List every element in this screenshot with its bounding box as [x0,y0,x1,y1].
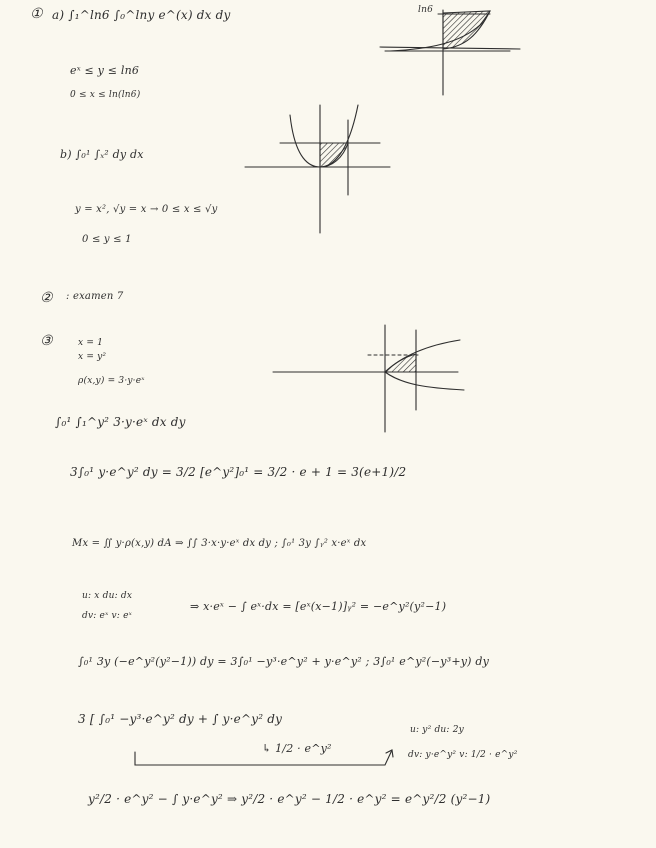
problem-2-text: : examen 7 [66,291,124,302]
graph-1a-shaded-region [443,11,490,49]
graph-1b-shaded-region [320,143,348,167]
problem-3-line-5-arrow: ↳ 1/2 · e^y² [262,742,332,755]
problem-3-line-3c: ⇒ x·eˣ − ∫ eˣ·dx = [eˣ(x−1)]ᵧ² = −e^y²(y²−1) [190,600,447,613]
graph-1b [240,100,400,240]
problem-3-line-1: 3∫₀¹ y·e^y² dy = 3/2 [e^y²]₀¹ = 3/2 · e + 1 = 3(e+1)/2 [70,465,407,479]
problem-3-given-3: ρ(x,y) = 3·y·eˣ [78,376,145,386]
problem-3-given-1: x = 1 [78,338,104,348]
graph-3 [268,320,468,435]
graph-1a-label: ln6 [418,5,434,15]
substitution-1: u: y² du: 2y [410,725,464,735]
substitution-2: dv: y·e^y² v: 1/2 · e^y² [408,750,518,760]
problem-3-line-3b: dv: eˣ v: eˣ [82,611,133,621]
problem-1b-integral: b) ∫₀¹ ∫ₓ² dy dx [60,148,144,161]
problem-3-number: ③ [40,333,53,349]
problem-3-given-2: x = y² [78,352,107,362]
problem-3-line-6: y²/2 · e^y² − ∫ y·e^y² ⇒ y²/2 · e^y² − 1/2 · e^y² = e^y²/2 (y²−1) [88,792,491,806]
problem-1a-integral: a) ∫₁^ln6 ∫₀^lny e^(x) dx dy [52,8,231,22]
problem-2-number: ② [40,290,53,306]
problem-1-number: ① [30,6,43,22]
graph-3-shaded-region [385,354,416,372]
problem-1b-bound-1: y = x², √y = x → 0 ≤ x ≤ √y [75,204,218,215]
problem-1a-bound-1: eˣ ≤ y ≤ ln6 [70,64,140,77]
problem-1b-bound-2: 0 ≤ y ≤ 1 [82,234,132,245]
problem-3-line-5: 3 [ ∫₀¹ −y³·e^y² dy + ∫ y·e^y² dy [78,712,283,726]
problem-3-integral: ∫₀¹ ∫₁^y² 3·y·eˣ dx dy [55,415,186,429]
bracket-connector [130,740,410,770]
problem-3-line-4: ∫₀¹ 3y (−e^y²(y²−1)) dy = 3∫₀¹ −y³·e^y² + y·e^y² ; 3∫₀¹ e^y²(−y³+y) dy [78,655,489,668]
problem-1a-bound-2: 0 ≤ x ≤ ln(ln6) [70,90,141,100]
graph-1a [370,5,540,100]
problem-3-line-2: Mx = ∬ y·ρ(x,y) dA ⇒ ∫∫ 3·x·y·eˣ dx dy ; ∫₀¹ 3y ∫ᵧ² x·eˣ dx [72,538,367,549]
problem-3-line-3a: u: x du: dx [82,591,133,601]
